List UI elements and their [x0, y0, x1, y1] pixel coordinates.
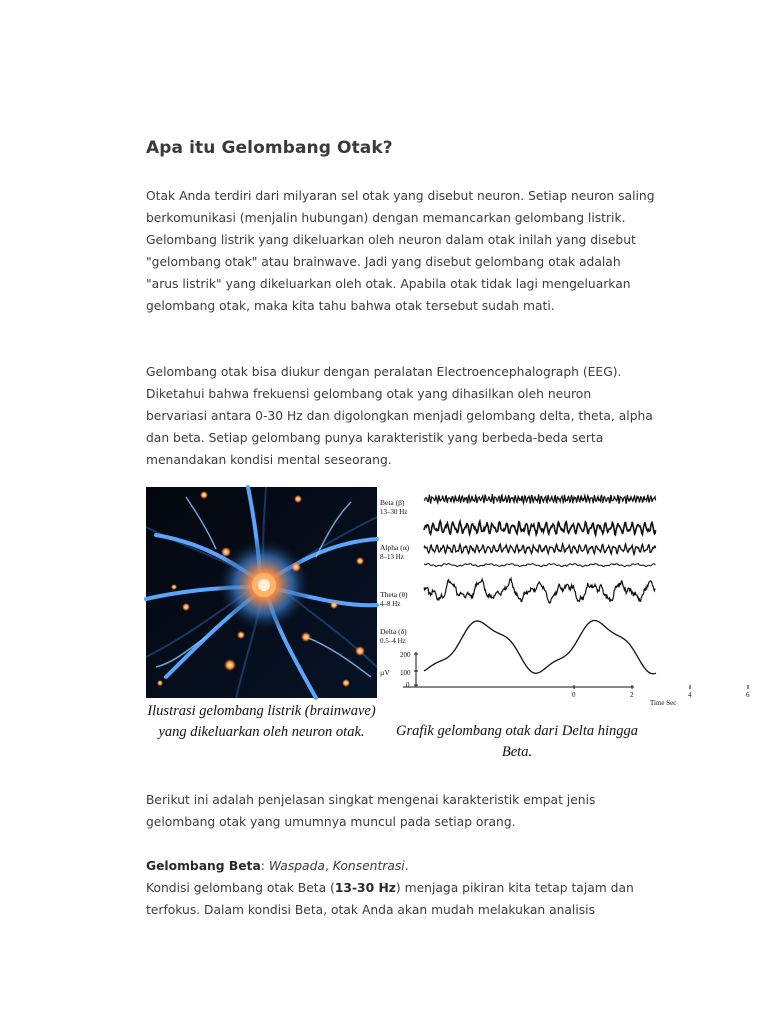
x-tick-2: 2 [630, 691, 634, 699]
x-axis-label: Time Sec [650, 699, 677, 707]
delta-label: Delta (δ) [380, 627, 407, 636]
theta-label: Theta (θ) [380, 590, 408, 599]
x-tick-6: 6 [746, 691, 750, 699]
beta-frequency-range: 13-30 Hz [334, 881, 396, 895]
eeg-waveform-chart [378, 487, 750, 717]
eeg-paragraph: Gelombang otak bisa diukur dengan peralatan Electroencephalograph (EEG). Diketahui bahwa frekuensi gelombang otak yang dihasilkan oleh neuron bervariasi antara 0-30 Hz dan digolongkan menjadi gelombang delta, theta, alpha dan beta. Setiap gelombang punya karakteristik yang berbeda-beda serta menandakan kondisi mental seseorang. [146, 365, 653, 467]
beta-wave-2 [424, 521, 656, 535]
beta-tag-concentration: Konsentrasi [332, 859, 405, 873]
beta-heading: Gelombang Beta [146, 859, 261, 873]
beta-range-label: 13–30 Hz [380, 508, 408, 516]
theta-range-label: 4–8 Hz [380, 600, 401, 608]
beta-label: Beta (β) [380, 498, 405, 507]
beta-text-post: ) menjaga pikiran kita tetap tajam dan terfokus. Dalam kondisi Beta, otak Anda akan mudah melakukan analisis [146, 881, 634, 917]
alpha-wave-1 [424, 544, 656, 554]
y-tick-100: 100 [400, 669, 411, 677]
beta-wave-1 [424, 494, 656, 504]
beta-heading-separator: : [260, 859, 269, 873]
types-intro-paragraph: Berikut ini adalah penjelasan singkat mengenai karakteristik empat jenis gelombang otak yang umumnya muncul pada setiap orang. [146, 793, 596, 829]
article-title: Apa itu Gelombang Otak? [146, 138, 393, 158]
neuron-illustration [146, 487, 377, 698]
intro-paragraph: Otak Anda terdiri dari milyaran sel otak yang disebut neuron. Setiap neuron saling berkomunikasi (menjalin hubungan) dengan memancarkan gelombang listrik. Gelombang listrik yang dikeluarkan oleh neuron dalam otak inilah yang disebut "gelombang otak" atau brainwave. Jadi yang disebut gelombang otak adalah "arus listrik" yang dikeluarkan oleh otak. Apabila otak tidak lagi mengeluarkan gelombang otak, maka kita tahu bahwa otak tersebut sudah mati. [146, 189, 655, 313]
neuron-caption: Ilustrasi gelombang listrik (brainwave) yang dikeluarkan oleh neuron otak. [147, 703, 376, 740]
delta-range-label: 0.5–4 Hz [380, 637, 406, 645]
beta-text-pre: Kondisi gelombang otak Beta ( [146, 881, 335, 895]
y-tick-0: 0 [406, 681, 410, 689]
beta-tag-end: . [404, 859, 409, 873]
y-tick-200: 200 [400, 651, 411, 659]
beta-section [146, 855, 656, 921]
beta-tag-separator: , [324, 859, 333, 873]
y-unit-label: µV [380, 668, 390, 677]
eeg-caption: Grafik gelombang otak dari Delta hingga Beta. [395, 723, 639, 760]
x-tick-4: 4 [688, 691, 692, 699]
waveforms [424, 494, 656, 674]
alpha-label: Alpha (α) [380, 543, 410, 552]
delta-wave [424, 621, 656, 674]
x-tick-0: 0 [572, 691, 576, 699]
alpha-wave-2 [424, 563, 656, 566]
alpha-range-label: 8–13 Hz [380, 553, 404, 561]
figure-row [146, 487, 750, 767]
beta-tag-alert: Waspada [268, 859, 325, 873]
theta-wave [424, 578, 656, 603]
